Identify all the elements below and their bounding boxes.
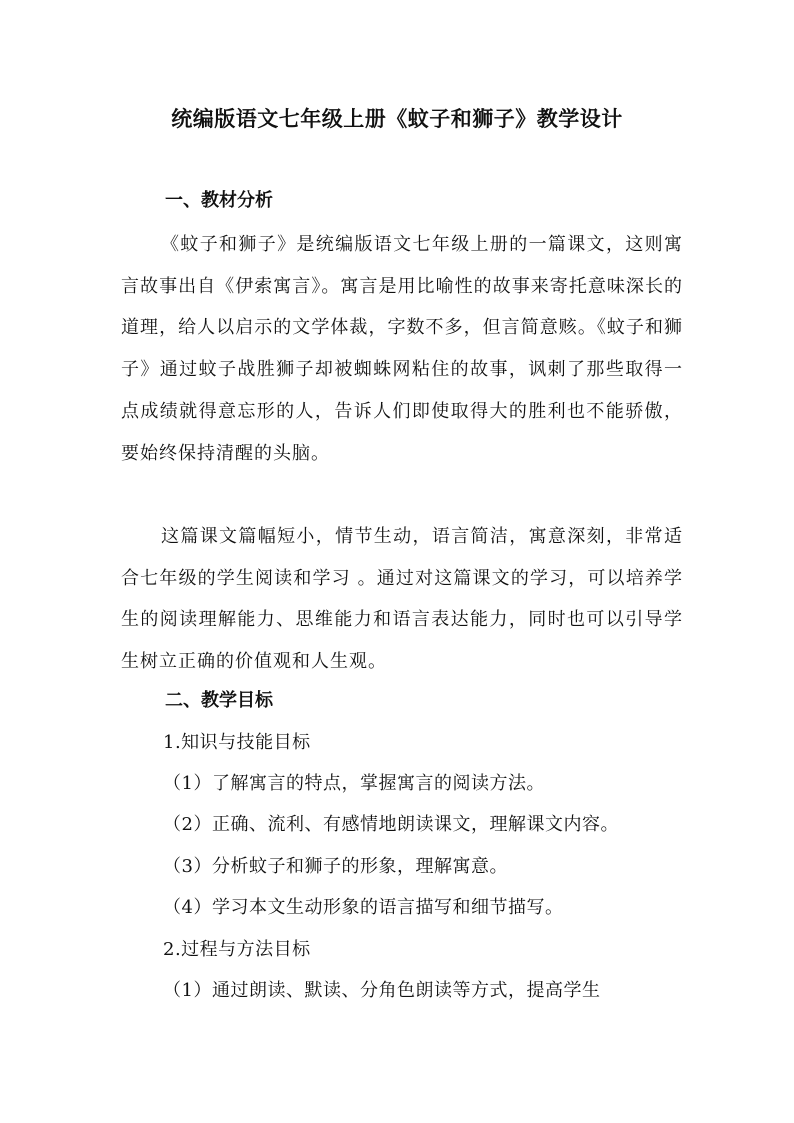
goal-item: （1）通过朗读、默读、分角色朗读等方式，提高学生: [163, 980, 601, 1001]
subheading-process-methods: 2.过程与方法目标: [163, 939, 311, 960]
goal-item: （2）正确、流利、有感情地朗读课文，理解课文内容。: [163, 814, 619, 835]
goal-item: （3）分析蚊子和狮子的形象，理解寓意。: [163, 856, 508, 877]
section-heading-textbook-analysis: 一、教材分析: [165, 190, 273, 211]
document-title: 统编版语文七年级上册《蚊子和狮子》教学设计: [171, 106, 623, 131]
goal-item: （4）学习本文生动形象的语言描写和细节描写。: [163, 897, 564, 918]
goal-item: （1）了解寓言的特点，掌握寓言的阅读方法。: [163, 773, 545, 794]
section-heading-teaching-goals: 二、教学目标: [165, 690, 273, 711]
paragraph-textbook-analysis-2: 这篇课文篇幅短小，情节生动，语言简洁，寓意深刻，非常适合七年级的学生阅读和学习 。通过对这篇课文的学习，可以培养学生的阅读理解能力、思维能力和语言表达能力，同时也可以引导学生树立正确的价值观和人生观。: [121, 526, 683, 673]
paragraph-textbook-analysis-1: 《蚊子和狮子》是统编版语文七年级上册的一篇课文，这则寓言故事出自《伊索寓言》。寓言是用比喻性的故事来寄托意味深长的道理，给人以启示的文学体裁，字数不多，但言简意赅。《蚊子和狮子》通过蚊子战胜狮子却被蜘蛛网粘住的故事，讽刺了那些取得一点成绩就得意忘形的人，告诉人们即使取得大的胜利也不能骄傲，要始终保持清醒的头脑。: [121, 234, 683, 464]
subheading-knowledge-skills: 1.知识与技能目标: [163, 732, 311, 753]
